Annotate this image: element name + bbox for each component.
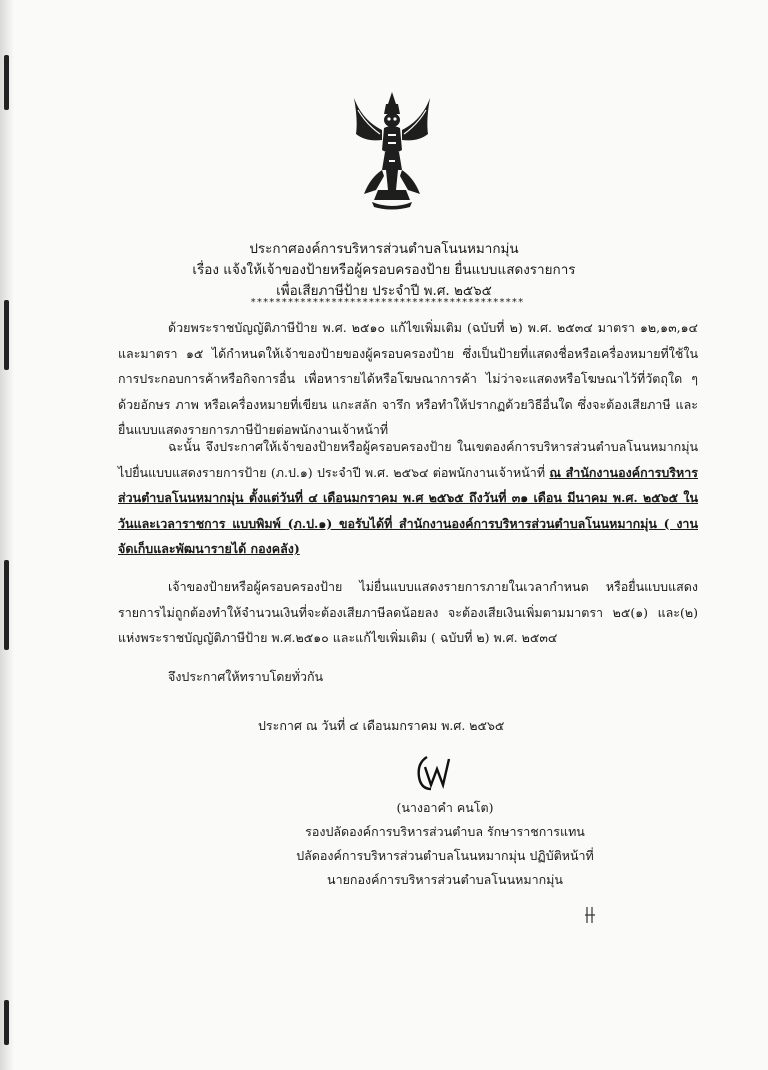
- org-title: ประกาศองค์การบริหารส่วนตำบลโนนหมากมุ่น: [249, 241, 519, 257]
- signer-position-3: นายกองค์การบริหารส่วนตำบลโนนหมากมุ่น: [327, 872, 563, 887]
- subject-line: เรื่อง แจ้งให้เจ้าของป้ายหรือผู้ครอบครองป้าย ยื่นแบบแสดงรายการ: [192, 262, 576, 278]
- initial-mark-icon: [583, 905, 597, 925]
- paragraph-3: เจ้าของป้ายหรือผู้ครอบครองป้าย ไม่ยื่นแบบแสดงรายการภายในเวลากำหนด หรือยื่นแบบแสดงรายการไม่ถูกต้องทำให้จำนวนเงินที่จะต้องเสียภาษีลดน้อยลง จะต้องเสียเงินเพิ่มตามมาตรา ๒๕(๑) และ(๒) แห่งพระราชบัญญัติภาษีป้าย พ.ศ.๒๕๑๐ และแก้ไขเพิ่มเติม ( ฉบับที่ ๒) พ.ศ. ๒๕๓๔: [118, 579, 698, 645]
- scan-mark: [4, 55, 9, 110]
- signature-mark-icon: [405, 755, 455, 795]
- subject-line-2: เพื่อเสียภาษีป้าย ประจำปี พ.ศ. ๒๕๖๕: [276, 283, 492, 299]
- date-line: ประกาศ ณ วันที่ ๔ เดือนมกราคม พ.ศ. ๒๕๖๕: [258, 718, 505, 733]
- signer-position-2: ปลัดองค์การบริหารส่วนตำบลโนนหมากมุ่น ปฏิบัติหน้าที่: [296, 848, 594, 863]
- paragraph-2-text: ฉะนั้น จึงประกาศให้เจ้าของป้ายหรือผู้ครอบครองป้าย ในเขตองค์การบริหารส่วนตำบลโนนหมากมุ่นไปยื่นแบบแสดงรายการป้าย (ภ.ป.๑) ประจำปี พ.ศ. ๒๕๖๔ ต่อพนักงานเจ้าหน้าที่: [118, 439, 698, 480]
- separator: ********************************************: [250, 297, 524, 308]
- signer-position-1: รองปลัดองค์การบริหารส่วนตำบล รักษาราชการแทน: [305, 824, 585, 839]
- scan-edge: [0, 0, 14, 1070]
- signer-name: (นางอาคำ คนโต): [396, 800, 494, 815]
- paragraph-2: [118, 434, 698, 562]
- scan-mark: [4, 300, 9, 370]
- scan-mark: [4, 560, 9, 650]
- scan-mark: [4, 1000, 9, 1045]
- garuda-emblem-icon: [352, 90, 432, 210]
- paragraph-1: ด้วยพระราชบัญญัติภาษีป้าย พ.ศ. ๒๕๑๐ แก้ไขเพิ่มเติม (ฉบับที่ ๒) พ.ศ. ๒๕๓๔ มาตรา ๑๒,๑๓,๑๔ และมาตรา ๑๕ ได้กำหนดให้เจ้าของป้ายของผู้ครอบครองป้าย ซึ่งเป็นป้ายที่แสดงชื่อหรือเครื่องหมายที่ใช้ในการประกอบการค้าหรือกิจการอื่น เพื่อหารายได้หรือโฆษณาการค้า ไม่ว่าจะแสดงหรือโฆษณาไว้ที่วัตถุใด ๆ ด้วยอักษร ภาพ หรือเครื่องหมายที่เขียน แกะสลัก จารึก หรือทำให้ปรากฏด้วยวิธีอื่นใด ซึ่งจะต้องเสียภาษี และยื่นแบบแสดงรายการภาษีป้ายต่อพนักงานเจ้าหน้าที่: [118, 320, 698, 437]
- paragraph-2-emphasis: ณ สำนักงานองค์การบริหารส่วนตำบลโนนหมากมุ่น ตั้งแต่วันที่ ๔ เดือนมกราคม พ.ศ ๒๕๖๕ ถึงวันที่ ๓๑ เดือน มีนาคม พ.ศ. ๒๕๖๕ ในวันและเวลาราชการ แบบพิมพ์ (ภ.ป.๑) ขอรับได้ที่ สำนักงานองค์การบริหารส่วนตำบลโนนหมากมุ่น ( งานจัดเก็บและพัฒนารายได้ กองคลัง): [118, 464, 698, 556]
- signer-block: [280, 796, 610, 892]
- notice-line: จึงประกาศให้ทราบโดยทั่วกัน: [168, 669, 324, 684]
